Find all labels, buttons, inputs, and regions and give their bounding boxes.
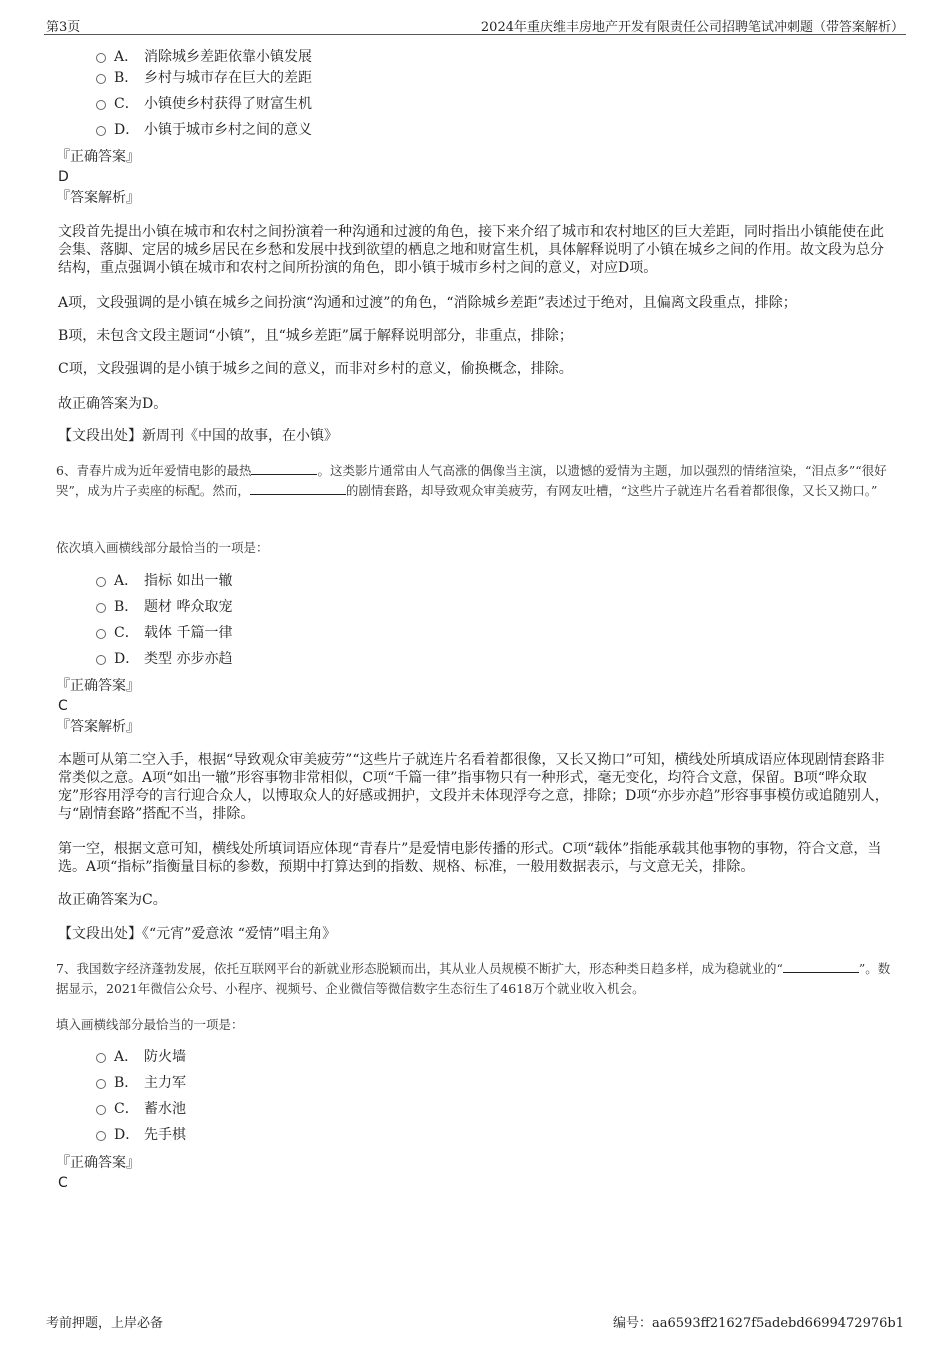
q6-answer: C [58, 698, 68, 714]
radio-icon[interactable] [96, 1079, 106, 1089]
q5-source: 【文段出处】新周刊《中国的故事，在小镇》 [58, 428, 338, 444]
q7-option-b[interactable]: B． 主力军 [96, 1073, 186, 1093]
page-number: 第3页 [46, 20, 81, 35]
q6-option-a[interactable]: A． 指标 如出一辙 [96, 571, 232, 591]
radio-icon[interactable] [96, 53, 106, 63]
q5-analysis-paragraph-2: A项，文段强调的是小镇在城乡之间扮演“沟通和过渡”的角色，“消除城乡差距”表述过于绝对，且偏离文段重点，排除； [58, 295, 797, 311]
radio-icon[interactable] [96, 74, 106, 84]
q6-blank-2[interactable] [250, 482, 346, 495]
q7-blank[interactable] [783, 960, 859, 973]
radio-icon[interactable] [96, 655, 106, 665]
q5-option-d[interactable]: D． 小镇于城市乡村之间的意义 [96, 120, 312, 140]
q7-option-a[interactable]: A． 防火墙 [96, 1047, 186, 1067]
radio-icon[interactable] [96, 1105, 106, 1115]
q6-answer-label: 『正确答案』 [56, 678, 140, 694]
q6-analysis-paragraph-1: 本题可从第二空入手，根据“导致观众审美疲劳”“这些片子就连片名看着都很像，又长又拗口”可知，横线处所填成语应体现剧情套路非常类似之意。A项“如出一辙”形容事物非常相似，C项“千篇一律”指事物只有一种形式，毫无变化，均符合文意，保留。B项“哗众取宠”形容用浮夸的言行迎合众人，以博取众人的好感或拥护，文段并未体现浮夸之意，排除；D项“亦步亦趋”形容事事模仿或追随别人，与“剧情套路”搭配不当，排除。 [58, 752, 889, 822]
q6-instruction: 依次填入画横线部分最恰当的一项是： [56, 540, 269, 555]
document-id: 编号：aa6593ff21627f5adebd6699472976b1 [613, 1316, 904, 1331]
q7-option-d[interactable]: D． 先手棋 [96, 1125, 186, 1145]
page-footer [44, 1312, 906, 1330]
q5-option-a[interactable]: A． 消除城乡差距依靠小镇发展 [96, 47, 312, 67]
q7-answer-label: 『正确答案』 [56, 1155, 140, 1171]
q7-option-c[interactable]: C． 蓄水池 [96, 1099, 186, 1119]
q6-blank-1[interactable] [251, 462, 317, 475]
radio-icon[interactable] [96, 100, 106, 110]
q5-option-b[interactable]: B． 乡村与城市存在巨大的差距 [96, 68, 312, 88]
q6-stem: 6、青春片成为近年爱情电影的最热 。这类影片通常由人气高涨的偶像当主演，以遗憾的爱情为主题，加以强烈的情绪渲染，“泪点多”“很好哭”，成为片子卖座的标配。然而， 的剧情套路，却导致观众审美疲劳，有网友吐槽，“这些片子就连片名看着都很像，又长又拗口。” [56, 463, 887, 498]
q6-option-d[interactable]: D． 类型 亦步亦趋 [96, 649, 232, 669]
q5-analysis-paragraph-4: C项，文段强调的是小镇于城乡之间的意义，而非对乡村的意义，偷换概念，排除。 [58, 361, 573, 377]
q5-answer: D [58, 169, 69, 185]
q6-analysis-paragraph-2: 第一空，根据文意可知，横线处所填词语应体现“青春片”是爱情电影传播的形式。C项“载体”指能承载其他事物的事物，符合文意，当选。A项“指标”指衡量目标的参数，预期中打算达到的指数、规格、标准，一般用数据表示，与文意无关，排除。 [58, 841, 882, 875]
document-title: 2024年重庆维丰房地产开发有限责任公司招聘笔试冲刺题（带答案解析） [480, 20, 904, 35]
radio-icon[interactable] [96, 577, 106, 587]
q5-analysis-label: 『答案解析』 [56, 190, 140, 206]
q6-analysis-label: 『答案解析』 [56, 719, 140, 735]
q7-answer: C [58, 1175, 68, 1191]
radio-icon[interactable] [96, 1053, 106, 1063]
radio-icon[interactable] [96, 1131, 106, 1141]
q5-analysis-paragraph-1: 文段首先提出小镇在城市和农村之间扮演着一种沟通和过渡的角色，接下来介绍了城市和农村地区的巨大差距，同时指出小镇能使在此会集、落脚、定居的城乡居民在乡愁和发展中找到欲望的栖息之地和财富生机，具体解释说明了小镇在城乡之间的作用。故文段为总分结构，重点强调小镇在城市和农村之间所扮演的角色，即小镇于城市乡村之间的意义，对应D项。 [58, 224, 884, 276]
q6-source: 【文段出处】《“元宵”爱意浓 “爱情”唱主角》 [58, 926, 337, 942]
q5-option-c[interactable]: C． 小镇使乡村获得了财富生机 [96, 94, 312, 114]
radio-icon[interactable] [96, 603, 106, 613]
q5-answer-label: 『正确答案』 [56, 149, 140, 165]
q5-analysis-paragraph-3: B项，未包含文段主题词“小镇”，且“城乡差距”属于解释说明部分，非重点，排除； [58, 328, 573, 344]
page-header [44, 14, 906, 35]
q7-instruction: 填入画横线部分最恰当的一项是： [56, 1017, 244, 1032]
q7-stem: 7、我国数字经济蓬勃发展，依托互联网平台的新就业形态脱颖而出，其从业人员规模不断扩大，形态种类日趋多样，成为稳就业的“ ”。数据显示，2021年微信公众号、小程序、视频号、企业微信等微信数字生态衍生了4618万个就业收入机会。 [56, 961, 891, 996]
q6-option-c[interactable]: C． 载体 千篇一律 [96, 623, 232, 643]
q6-conclusion: 故正确答案为C。 [58, 892, 167, 908]
radio-icon[interactable] [96, 629, 106, 639]
q6-option-b[interactable]: B． 题材 哗众取宠 [96, 597, 232, 617]
radio-icon[interactable] [96, 126, 106, 136]
footer-slogan: 考前押题，上岸必备 [46, 1316, 164, 1331]
q5-conclusion: 故正确答案为D。 [58, 396, 168, 412]
